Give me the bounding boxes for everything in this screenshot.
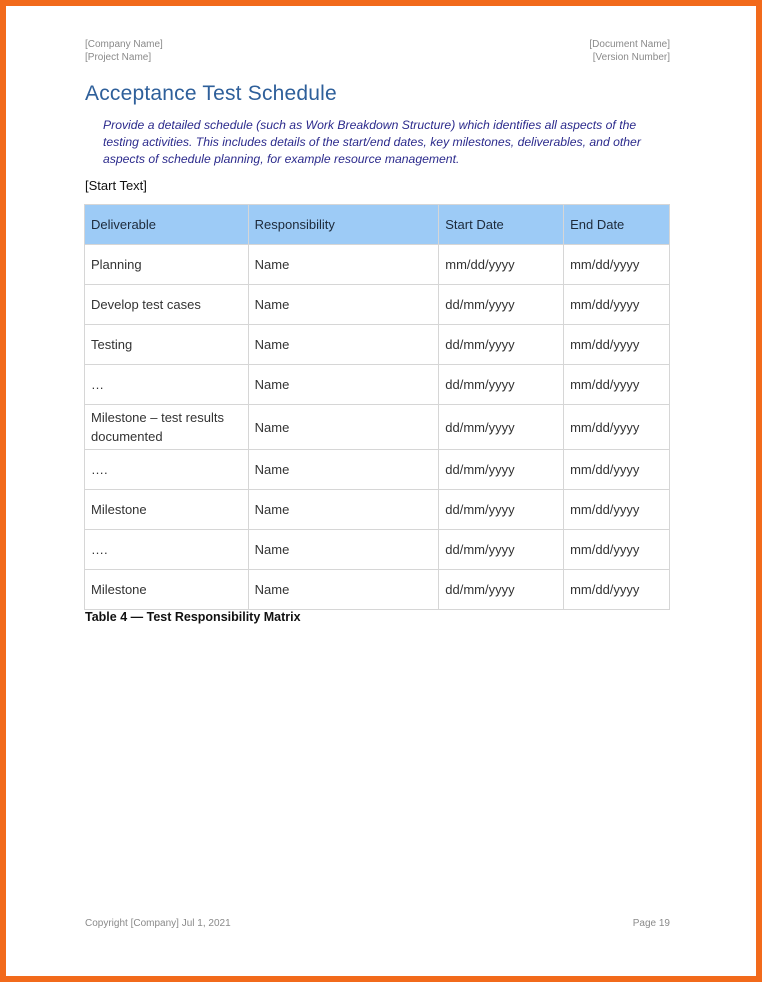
cell-deliverable: …. bbox=[85, 450, 249, 490]
cell-responsibility: Name bbox=[248, 570, 439, 610]
header-start-date: Start Date bbox=[439, 205, 564, 245]
company-name: [Company Name] bbox=[85, 39, 163, 50]
table-row bbox=[85, 530, 670, 570]
table-row bbox=[85, 285, 670, 325]
cell-end-date: mm/dd/yyyy bbox=[564, 530, 670, 570]
table-row bbox=[85, 450, 670, 490]
version-number: [Version Number] bbox=[592, 52, 670, 63]
cell-responsibility: Name bbox=[248, 285, 439, 325]
cell-deliverable: Milestone bbox=[85, 490, 249, 530]
cell-responsibility: Name bbox=[248, 325, 439, 365]
header-left bbox=[85, 38, 163, 64]
cell-start-date: dd/mm/yyyy bbox=[439, 405, 564, 450]
cell-start-date: dd/mm/yyyy bbox=[439, 365, 564, 405]
cell-deliverable: Develop test cases bbox=[85, 285, 249, 325]
cell-start-date: mm/dd/yyyy bbox=[439, 245, 564, 285]
table-row bbox=[85, 245, 670, 285]
cell-end-date: mm/dd/yyyy bbox=[564, 450, 670, 490]
cell-end-date: mm/dd/yyyy bbox=[564, 365, 670, 405]
footer-page-number: Page 19 bbox=[632, 918, 670, 929]
cell-responsibility: Name bbox=[248, 450, 439, 490]
caption-text: Test Responsibility Matrix bbox=[146, 610, 301, 624]
cell-deliverable: Testing bbox=[85, 325, 249, 365]
cell-responsibility: Name bbox=[248, 405, 439, 450]
table-caption bbox=[85, 610, 301, 624]
cell-end-date: mm/dd/yyyy bbox=[564, 285, 670, 325]
section-title: Acceptance Test Schedule bbox=[85, 82, 337, 105]
caption-label: Table 4 bbox=[85, 610, 128, 624]
cell-deliverable: Planning bbox=[85, 245, 249, 285]
cell-end-date: mm/dd/yyyy bbox=[564, 405, 670, 450]
cell-responsibility: Name bbox=[248, 365, 439, 405]
document-name: [Document Name] bbox=[589, 39, 670, 50]
table-header-row bbox=[85, 205, 670, 245]
cell-start-date: dd/mm/yyyy bbox=[439, 325, 564, 365]
responsibility-matrix-table bbox=[84, 204, 670, 610]
cell-responsibility: Name bbox=[248, 245, 439, 285]
cell-deliverable: … bbox=[85, 365, 249, 405]
cell-start-date: dd/mm/yyyy bbox=[439, 285, 564, 325]
section-intro: Provide a detailed schedule (such as Work Breakdown Structure) which identifies all aspects of the testing activities. This includes details of the start/end dates, key milestones, deliverables, and other aspects of schedule planning, for example resource management. bbox=[103, 118, 641, 166]
start-text: [Start Text] bbox=[85, 178, 147, 193]
header-deliverable: Deliverable bbox=[85, 205, 249, 245]
table-row bbox=[85, 570, 670, 610]
cell-deliverable: Milestone – test results documented bbox=[85, 405, 249, 450]
caption-separator: — bbox=[127, 610, 147, 624]
table-row bbox=[85, 325, 670, 365]
cell-start-date: dd/mm/yyyy bbox=[439, 530, 564, 570]
cell-start-date: dd/mm/yyyy bbox=[439, 570, 564, 610]
table-row bbox=[85, 490, 670, 530]
project-name: [Project Name] bbox=[85, 52, 152, 63]
cell-responsibility: Name bbox=[248, 490, 439, 530]
cell-end-date: mm/dd/yyyy bbox=[564, 490, 670, 530]
document-page bbox=[6, 6, 756, 976]
header-end-date: End Date bbox=[564, 205, 670, 245]
cell-start-date: dd/mm/yyyy bbox=[439, 490, 564, 530]
cell-end-date: mm/dd/yyyy bbox=[564, 325, 670, 365]
header-responsibility: Responsibility bbox=[248, 205, 439, 245]
cell-start-date: dd/mm/yyyy bbox=[439, 450, 564, 490]
header-right bbox=[589, 38, 670, 64]
footer-copyright: Copyright [Company] Jul 1, 2021 bbox=[85, 918, 231, 929]
cell-responsibility: Name bbox=[248, 530, 439, 570]
cell-deliverable: …. bbox=[85, 530, 249, 570]
table-row bbox=[85, 365, 670, 405]
cell-deliverable: Milestone bbox=[85, 570, 249, 610]
cell-end-date: mm/dd/yyyy bbox=[564, 570, 670, 610]
table-row bbox=[85, 405, 670, 450]
cell-end-date: mm/dd/yyyy bbox=[564, 245, 670, 285]
